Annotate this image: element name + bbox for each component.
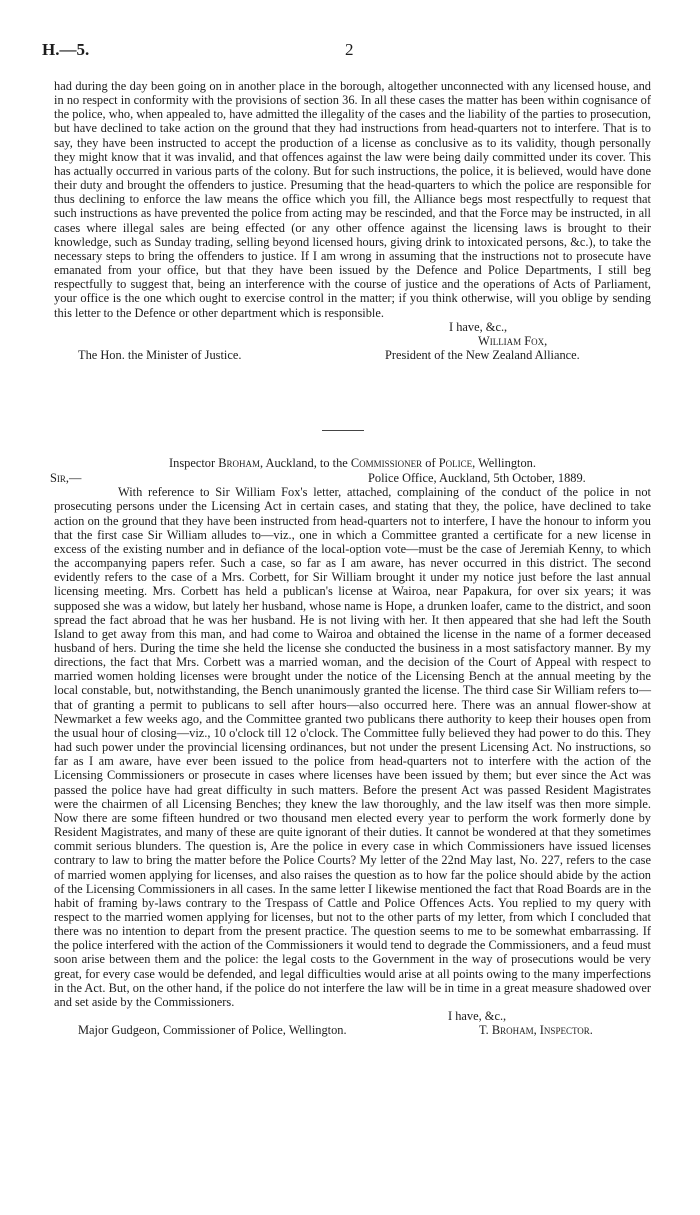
letter-fox-closing-row xyxy=(54,320,651,334)
title-suffix: , Wellington. xyxy=(472,456,536,470)
title-name: Broham xyxy=(218,456,261,470)
letter-broham-recipient: Major Gudgeon, Commissioner of Police, Wellington. xyxy=(78,1023,347,1038)
letter-broham-footer-row xyxy=(54,1023,651,1037)
letter-fox-signature-row xyxy=(54,334,651,348)
letter-fox-body: had during the day been going on in another place in the borough, altogether unconnected with any licensed house, and in no respect in conformity with the provisions of section 36. In all these cases the matter has been within cognisance of the police, who, when appealed to, have admitted the illegality of the cases and the liability of the parties to prosecution, but have declined to take action on the ground that they had instructions from head-quarters not to interfere. That is to say, they have been instructed to accept the production of a license as conclusive as to its validity, though personally they might know that it was invalid, and that offences against the law were being daily committed under its cover. This has actually occurred in various parts of the colony. But for such instructions, the police, it is believed, would have done their duty and brought the offenders to justice. Presuming that the head-quarters to which the police are responsible for thus declining to enforce the law means the office which you fill, the Alliance begs most respectfully to request that such instructions as have prevented the police from acting may be rescinded, and that the Force may be instructed, in all cases where illegal sales are being effected (or any other offence against the licensing laws is brought to their knowledge, such as Sunday trading, selling beyond licensed hours, giving drink to intoxicated persons, &c.), to take the necessary steps to bring the offenders to justice. If I am wrong in assuming that the instructions not to prosecute have emanated from your office, but that they have been issued by the Defence and Police Departments, I still beg respectfully to suggest that, being an interference with the course of justice and the operations of Acts of Parliament, your office is the one which ought to exercise control in the matter; if you think otherwise, will you oblige by sending this letter to the Defence or other department which is responsible. xyxy=(54,79,651,320)
letter-broham-body: With reference to Sir William Fox's letter, attached, complaining of the conduct of the police in not prosecuting persons under the Licensing Act in certain cases, and stating that they, the police, have declined to take action on the ground that they have been instructed from head-quarters not to interfere, I have the honour to inform you that the first case Sir William alludes to—viz., one in which a Committee granted a certificate for a new license in excess of the existing number and in defiance of the local-option vote—must be the case of Jeremiah Kenny, to which the accompanying papers refer. Such a case, so far as I am aware, has never occurred in this district. The second evidently refers to the case of a Mrs. Corbett, for Sir William brought it under my notice just before the last annual licensing meeting. Mrs. Corbett has held a publican's license at Wairoa, near Papakura, for over six years; it was supposed she was a widow, but lately her husband, whose name is Hope, a drunken loafer, came to the district, and soon spread the fact abroad that he was her husband. He is not living with her. It then appeared that she had left the South Island to get away from this man, and had come to Wairoa and obtained the license in the name of a former deceased husband of hers. During the time she held the license she conducted the business in a most satisfactory manner. By my directions, the fact that Mrs. Corbett was a married woman, and the decision of the Court of Appeal with respect to married women holding licenses were brought under the notice of the Licensing Bench at the annual meeting by the local constable, but, notwithstanding, the Bench unanimously granted the license. The third case Sir William refers to—that of granting a permit to publicans to sell after hours—also occurred here. There was an annual flower-show at Newmarket a few weeks ago, and the Committee granted two publicans there authority to keep their houses open from the usual hour of closing—viz., 10 o'clock till 12 o'clock. The Committee fully believed they had power to do this. They had such power under the provincial licensing ordinances, but not under the present Licensing Act. No instructions, so far as I am aware, have ever been issued to the police from head-quarters not to interfere with the action of the Licensing Commissioners or prosecute in cases where licenses have been issued by them; but ever since the Act was passed the police have had great difficulty in such matters. Before the present Act was passed Resident Magistrates were the chairmen of all Licensing Benches; they knew the law thoroughly, and the law itself was then more simple. Now there are some fifteen hundred or two thousand men elected every year to perform the work formerly done by Resident Magistrates, and many of these are quite ignorant of their duties. It cannot be wondered at that they sometimes commit serious blunders. The question is, Are the police in every case in which Commissioners have issued licenses contrary to law to bring the matter before the Police Courts? My letter of the 22nd May last, No. 227, refers to the case of married women applying for licenses, and also raises the question as to how far the police should abide by the action of the Licensing Commissioners in all cases. In the same letter I likewise mentioned the fact that Road Boards are in the habit of framing by-laws contrary to the Trespass of Cattle and Police Offences Acts. You replied to my query with respect to the married women applying for licenses, but not to the other parts of my letter, from which I concluded that there was no intention to depart from the present practice. The question seems to me to be somewhat embarrassing. If the police interfered with the action of the Commissioners it would tend to degrade the Commissioners, and a feud must soon arise between them and the police: the legal costs to the Government in the way of prosecutions would be very great, for every case would be defended, and legal difficulties would arise at all points owing to the many imperfections in the Act. But, on the other hand, if the police do not interfere the law will be in time in a great measure shadowed over and set aside by the Commissioners. xyxy=(54,485,651,1009)
letter-fox-recipient: The Hon. the Minister of Justice. xyxy=(78,347,242,362)
letter-fox-closing: I have, &c., xyxy=(449,319,508,334)
page-number: 2 xyxy=(345,40,354,59)
salutation-row xyxy=(50,471,651,486)
letter-fox xyxy=(54,79,651,362)
letter-fox-footer-row xyxy=(54,348,651,362)
document-reference: H.—5. xyxy=(42,40,90,59)
letter-broham-closing-row xyxy=(54,1009,651,1023)
title-of: of xyxy=(425,456,436,470)
letter-fox-signer-title: President of the New Zealand Alliance. xyxy=(385,347,580,362)
letter-broham xyxy=(50,456,651,1038)
title-prefix: Inspector xyxy=(169,456,216,470)
title-mid: , Auckland, to the xyxy=(260,456,348,470)
letter-broham-title xyxy=(54,456,651,470)
dateline: Police Office, Auckland, 5th October, 1889. xyxy=(368,471,586,486)
title-police: Police xyxy=(438,456,473,470)
salutation: Sir,— xyxy=(50,471,82,486)
section-divider xyxy=(322,430,364,431)
title-office: Commissioner xyxy=(350,456,423,470)
letter-broham-closing: I have, &c., xyxy=(448,1009,507,1024)
letter-broham-signature: T. Broham, Inspector. xyxy=(479,1023,593,1038)
letter-fox-signature: William Fox, xyxy=(478,333,548,348)
